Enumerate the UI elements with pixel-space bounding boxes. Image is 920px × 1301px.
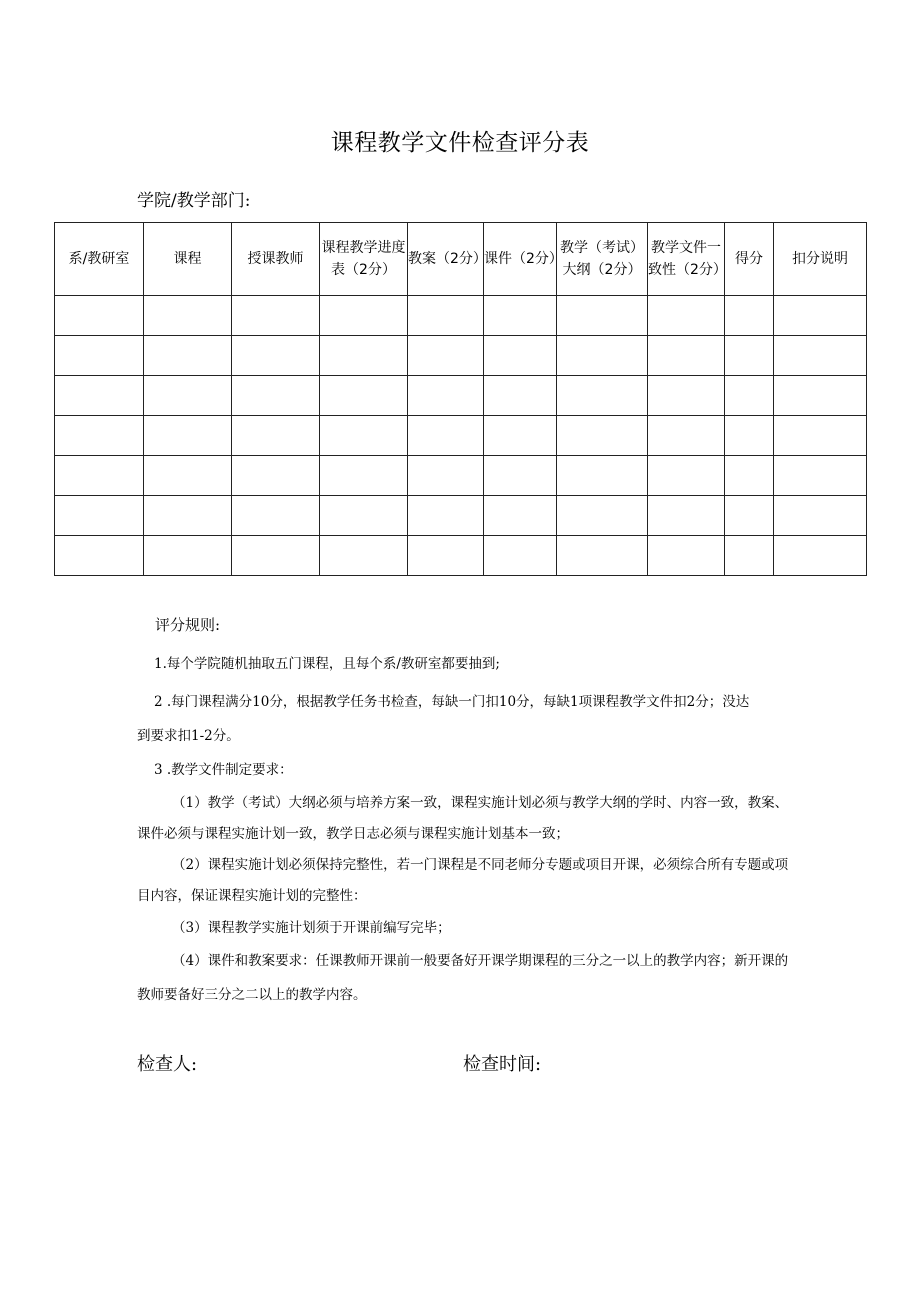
table-cell[interactable] [55,416,144,456]
table-cell[interactable] [232,456,320,496]
table-row [55,456,867,496]
table-cell[interactable] [725,296,774,336]
table-cell[interactable] [144,376,232,416]
rule-item-1: 1.每个学院随机抽取五门课程，且每个系/教研室都要抽到; [154,656,500,672]
table-cell[interactable] [725,416,774,456]
table-cell[interactable] [484,456,557,496]
table-cell[interactable] [55,456,144,496]
header-courseware: 课件（2分） [484,223,557,296]
rule-sub-1-line-1: （1）教学（考试）大纲必须与培养方案一致，课程实施计划必须与教学大纲的学时、内容一致，教案、 [172,795,789,811]
table-cell[interactable] [774,296,867,336]
table-cell[interactable] [320,456,408,496]
table-cell[interactable] [774,536,867,576]
table-cell[interactable] [320,336,408,376]
rule-sub-4-line-2: 教师要备好三分之二以上的教学内容。 [137,987,367,1003]
rule-item-2-line-1: 2 .每门课程满分10分，根据教学任务书检查，每缺一门扣10分，每缺1项课程教学文件扣2分；没达 [154,694,750,710]
table-row [55,376,867,416]
table-cell[interactable] [408,336,484,376]
table-row [55,416,867,456]
table-cell[interactable] [557,456,648,496]
table-cell[interactable] [774,496,867,536]
table-cell[interactable] [557,296,648,336]
header-score: 得分 [725,223,774,296]
table-cell[interactable] [144,336,232,376]
rule-sub-3: （3）课程教学实施计划须于开课前编写完毕； [172,920,451,936]
table-cell[interactable] [144,456,232,496]
table-cell[interactable] [144,296,232,336]
page-title: 课程教学文件检查评分表 [330,130,590,156]
table-cell[interactable] [484,336,557,376]
inspect-time-label: 检查时间: [463,1054,542,1075]
header-lesson-plan: 教案（2分） [408,223,484,296]
table-cell[interactable] [557,536,648,576]
table-cell[interactable] [232,536,320,576]
table-row [55,536,867,576]
table-cell[interactable] [232,376,320,416]
header-teacher: 授课教师 [232,223,320,296]
table-cell[interactable] [774,416,867,456]
rule-sub-1-line-2: 课件必须与课程实施计划一致，教学日志必须与课程实施计划基本一致； [137,826,569,842]
table-row [55,496,867,536]
table-cell[interactable] [320,296,408,336]
table-cell[interactable] [774,456,867,496]
table-cell[interactable] [725,496,774,536]
table-cell[interactable] [557,416,648,456]
rule-sub-4-line-1: （4）课件和教案要求：任课教师开课前一般要备好开课学期课程的三分之一以上的教学内容；新开课的 [172,953,789,969]
table-cell[interactable] [484,536,557,576]
table-cell[interactable] [144,496,232,536]
table-cell[interactable] [774,336,867,376]
table-cell[interactable] [55,376,144,416]
header-department: 系/教研室 [55,223,144,296]
table-cell[interactable] [55,536,144,576]
table-row [55,336,867,376]
header-schedule: 课程教学进度表（2分） [320,223,408,296]
table-cell[interactable] [648,496,725,536]
table-cell[interactable] [55,296,144,336]
table-cell[interactable] [55,336,144,376]
table-cell[interactable] [774,376,867,416]
header-deduction-notes: 扣分说明 [774,223,867,296]
rule-sub-2-line-2: 目内容，保证课程实施计划的完整性： [137,888,367,904]
table-cell[interactable] [725,456,774,496]
table-cell[interactable] [725,536,774,576]
table-cell[interactable] [725,336,774,376]
table-cell[interactable] [232,496,320,536]
table-cell[interactable] [320,416,408,456]
table-cell[interactable] [484,376,557,416]
table-cell[interactable] [648,416,725,456]
table-header-row [55,223,867,296]
rule-sub-2-line-1: （2）课程实施计划必须保持完整性，若一门课程是不同老师分专题或项目开课，必须综合所有专题或项 [172,857,789,873]
table-cell[interactable] [232,416,320,456]
table-cell[interactable] [648,456,725,496]
table-cell[interactable] [408,296,484,336]
table-cell[interactable] [648,376,725,416]
table-cell[interactable] [408,536,484,576]
header-course: 课程 [144,223,232,296]
table-cell[interactable] [484,416,557,456]
table-cell[interactable] [320,496,408,536]
table-cell[interactable] [320,376,408,416]
table-cell[interactable] [557,336,648,376]
department-label: 学院/教学部门: [137,191,251,211]
table-cell[interactable] [484,496,557,536]
table-cell[interactable] [725,376,774,416]
header-consistency: 教学文件一致性（2分） [648,223,725,296]
table-cell[interactable] [232,296,320,336]
table-cell[interactable] [484,296,557,336]
table-cell[interactable] [144,536,232,576]
table-cell[interactable] [144,416,232,456]
table-cell[interactable] [408,496,484,536]
table-cell[interactable] [557,376,648,416]
table-row [55,296,867,336]
table-cell[interactable] [408,416,484,456]
rules-heading: 评分规则: [155,616,221,634]
header-syllabus: 教学（考试）大纲（2分） [557,223,648,296]
table-cell[interactable] [648,336,725,376]
table-cell[interactable] [408,376,484,416]
table-cell[interactable] [557,496,648,536]
table-cell[interactable] [648,536,725,576]
inspector-label: 检查人: [137,1054,198,1075]
table-cell[interactable] [320,536,408,576]
rule-item-2-line-2: 到要求扣1-2分。 [137,728,240,744]
table-cell[interactable] [408,456,484,496]
score-table [54,222,867,576]
table-cell[interactable] [55,496,144,536]
rule-item-3: 3 .教学文件制定要求： [154,762,293,778]
table-cell[interactable] [232,336,320,376]
table-cell[interactable] [648,296,725,336]
